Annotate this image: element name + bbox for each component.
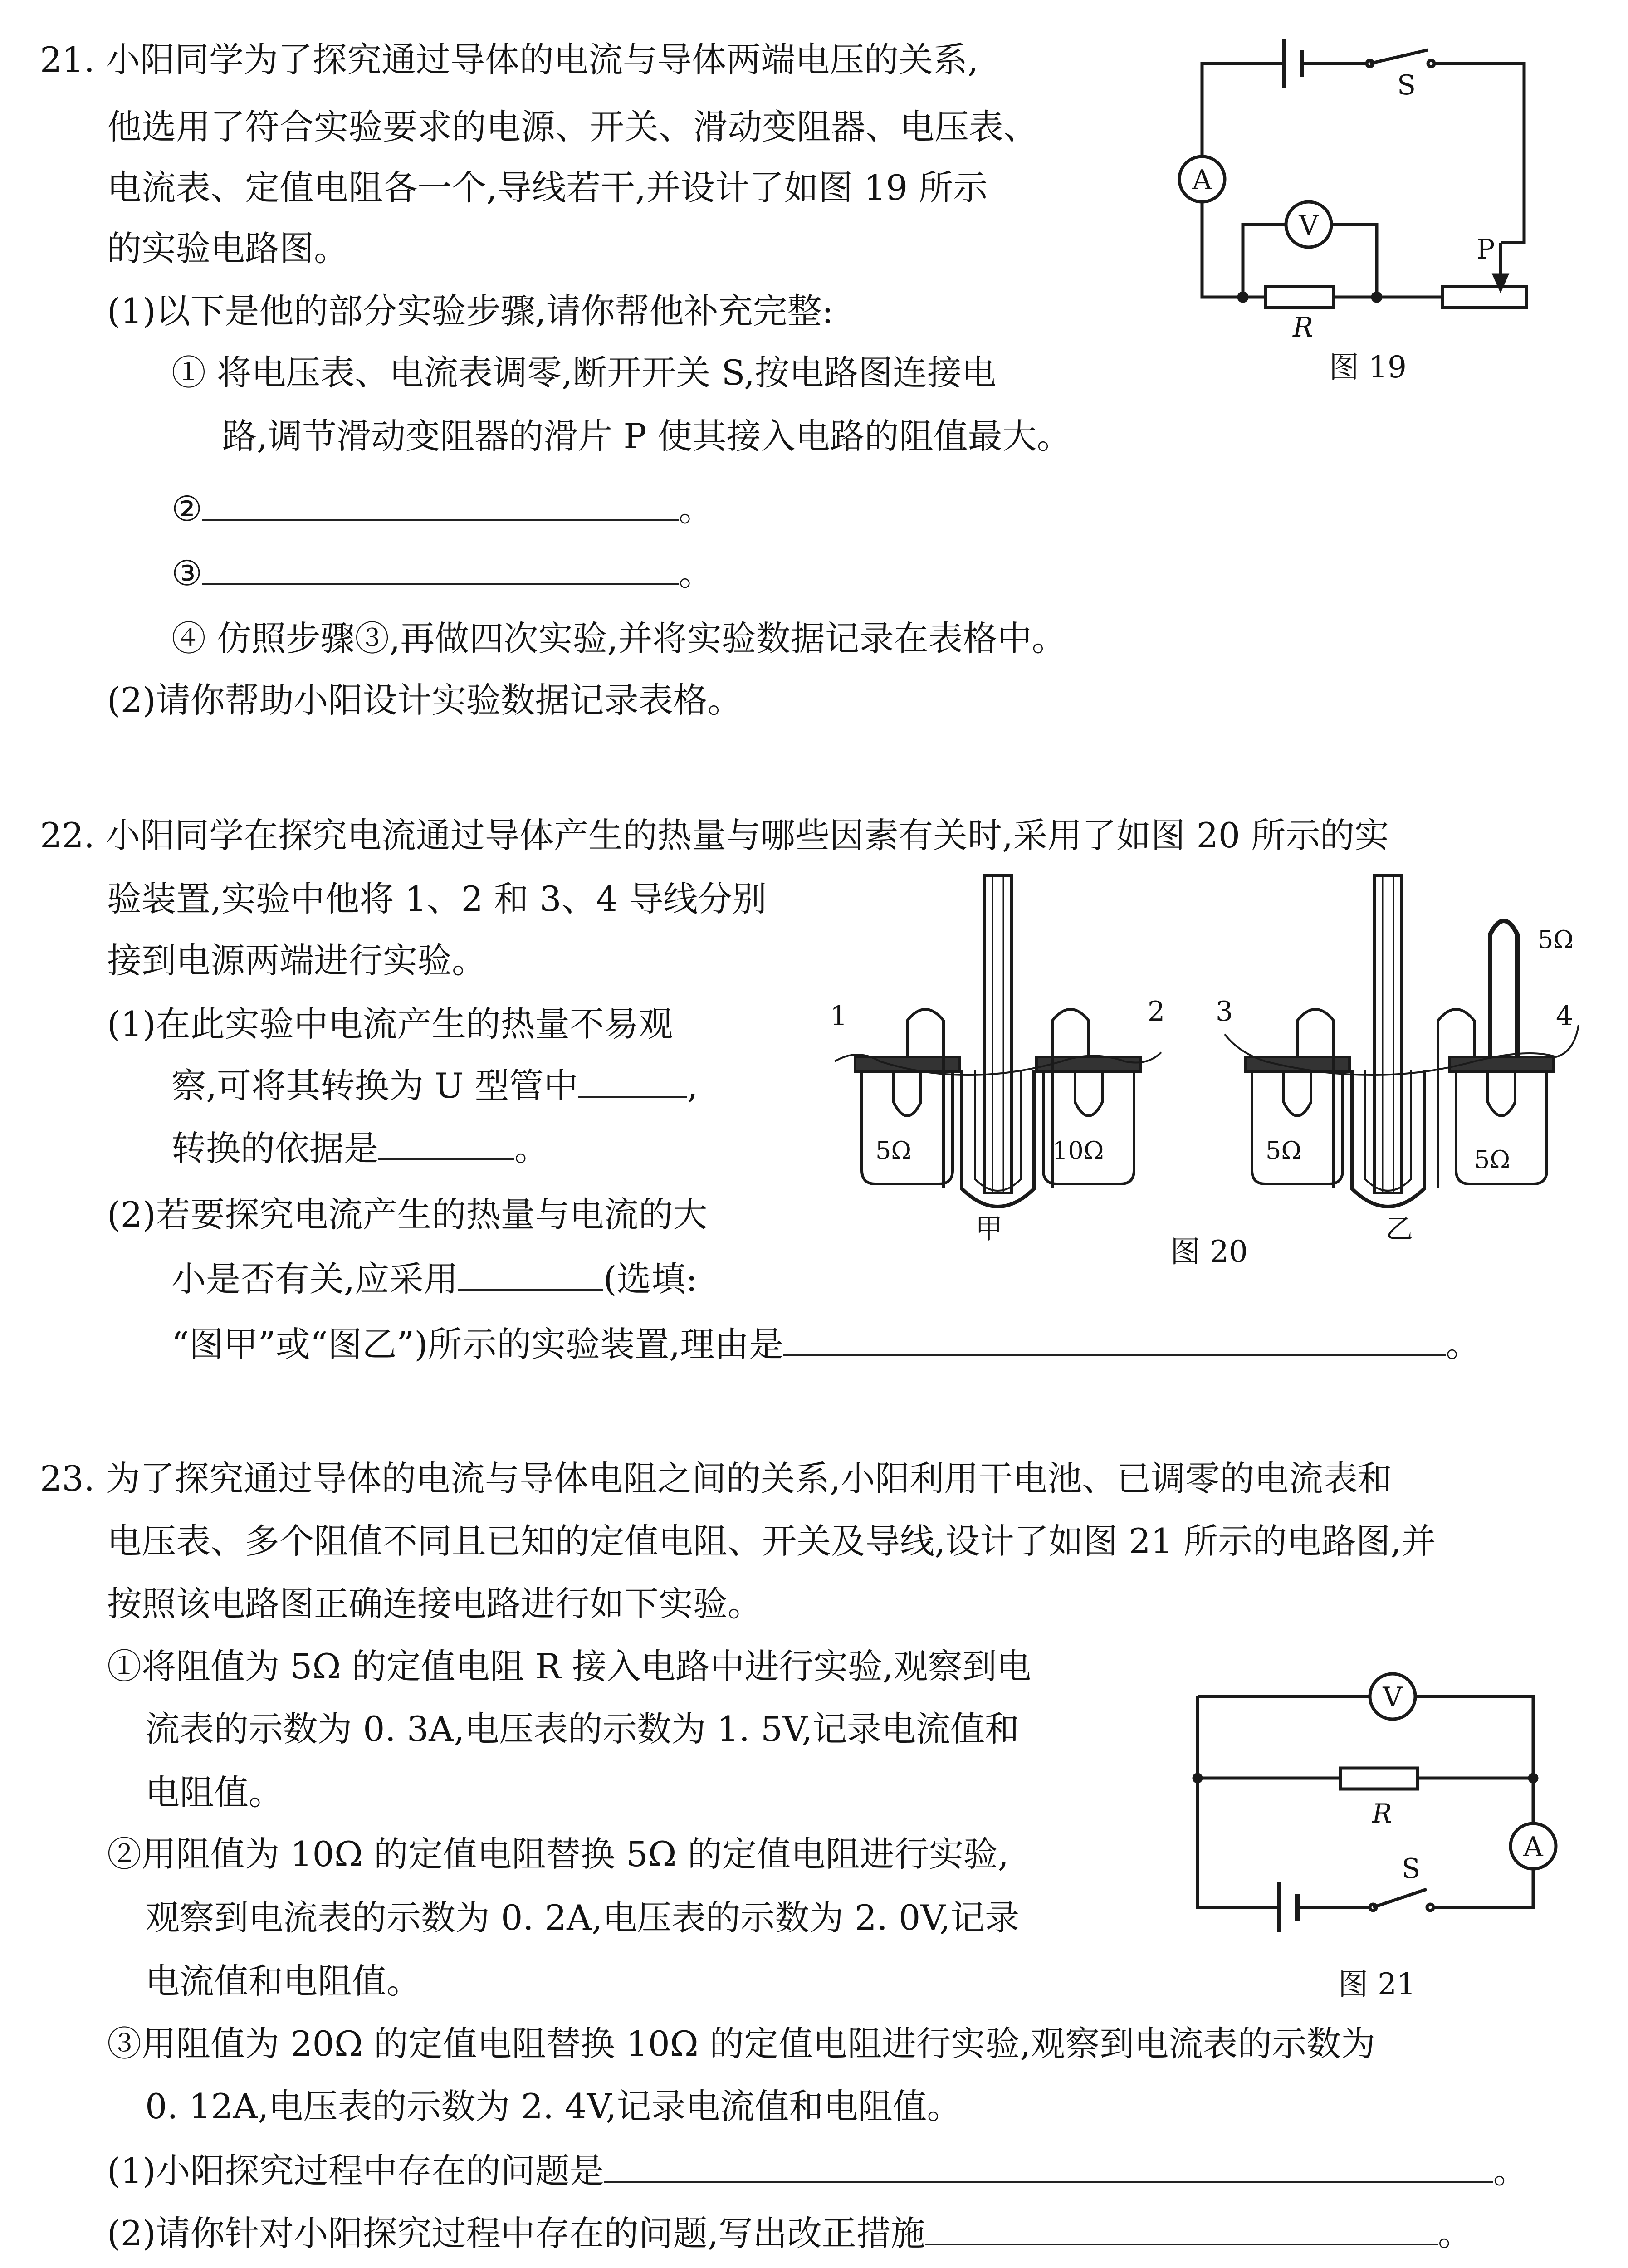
q23-step3b: 0. 12A,电压表的示数为 2. 4V,记录电流值和电阻值。 — [145, 2086, 962, 2126]
figure-20-caption: 图 20 — [1170, 1234, 1248, 1269]
label-10ohm-jia: 10Ω — [1052, 1136, 1104, 1165]
q22-blank-reason[interactable] — [783, 1321, 1446, 1356]
q22-blank-utube[interactable] — [578, 1062, 687, 1098]
q23-step1b: 流表的示数为 0. 3A,电压表的示数为 1. 5V,记录电流值和 — [145, 1709, 1020, 1749]
u-tube-inner-yi — [1365, 1070, 1411, 1191]
wire — [1198, 1696, 1279, 1907]
q22-part1c — [171, 1125, 549, 1171]
label-5ohm-yi-right: 5Ω — [1474, 1145, 1511, 1174]
resistor-R-icon — [1340, 1768, 1418, 1789]
q21-line1: 21. 小阳同学为了探究通过导体的电流与导体两端电压的关系, — [40, 39, 979, 80]
u-tube-yi — [1352, 1070, 1424, 1207]
heating-coil-right-yi — [1488, 1071, 1515, 1116]
q22-part2c-text: “图甲”或“图乙”)所示的实验装置,理由是 — [171, 1324, 784, 1364]
figure-20-apparatus — [830, 875, 1601, 1245]
figure-19-circuit — [1179, 32, 1542, 343]
q21-step2-period: 。 — [679, 489, 714, 529]
q23-line3: 按照该电路图正确连接电路进行如下实验。 — [107, 1584, 762, 1624]
q21-step1b: 路,调节滑动变阻器的滑片 P 使其接入电路的阻值最大。 — [222, 416, 1071, 456]
q23-step1c: 电阻值。 — [145, 1772, 283, 1813]
q21-line4: 的实验电路图。 — [107, 228, 348, 269]
junction-dot — [1194, 1774, 1201, 1782]
wire — [1434, 64, 1524, 243]
switch-blade-icon — [1370, 50, 1428, 64]
switch-contact-icon — [1428, 60, 1434, 67]
q22-part2b — [171, 1256, 697, 1302]
q22-line1: 22. 小阳同学在探究电流通过导体产生的热量与哪些因素有关时,采用了如图 20 所示的实 — [40, 815, 1389, 855]
junction-dot — [1373, 293, 1381, 301]
q21-step3-period: 。 — [679, 553, 714, 593]
q21-line2: 他选用了符合实验要求的电源、开关、滑动变阻器、电压表、 — [107, 107, 1038, 147]
label-5ohm-jia: 5Ω — [875, 1136, 912, 1165]
label-4: 4 — [1556, 1000, 1574, 1032]
voltmeter-label: V — [1299, 210, 1319, 241]
q22-line2: 验装置,实验中他将 1、2 和 3、4 导线分别 — [107, 879, 767, 919]
resistor-label: R — [1293, 312, 1314, 343]
q21-part1: (1)以下是他的部分实验步骤,请你帮他补充完整: — [107, 291, 834, 331]
q22-comma: , — [687, 1066, 698, 1106]
figure-21-caption: 图 21 — [1338, 1967, 1416, 2002]
junction-dot — [1239, 293, 1247, 301]
label-3: 3 — [1216, 996, 1233, 1027]
q21-step2-blank[interactable] — [202, 485, 679, 521]
connect-tube-left-yi — [1297, 1009, 1334, 1188]
voltmeter-label: V — [1383, 1681, 1403, 1713]
q23-line2: 电压表、多个阻值不同且已知的定值电阻、开关及导线,设计了如图 21 所示的电路图,并 — [107, 1521, 1436, 1561]
connect-tube-left — [907, 1009, 944, 1188]
q21-step1a: ① 将电压表、电流表调零,断开开关 S,按电路图连接电 — [171, 352, 996, 393]
q22-line3: 接到电源两端进行实验。 — [107, 940, 486, 981]
q22-part1b-text: 察,可将其转换为 U 型管中 — [171, 1066, 578, 1106]
switch-blade-icon — [1373, 1889, 1427, 1907]
wire — [1202, 64, 1284, 156]
q21-step2-label: ② — [171, 489, 203, 529]
apparatus-jia — [830, 875, 1165, 1245]
switch-contact-icon — [1427, 1904, 1433, 1911]
q23-part1-period: 。 — [1493, 2151, 1528, 2191]
q22-blank-basis[interactable] — [378, 1125, 514, 1160]
q23-line1: 23. 为了探究通过导体的电流与导体电阻之间的关系,小阳利用干电池、已调零的电流表和 — [40, 1458, 1393, 1499]
q23-blank-fix[interactable] — [925, 2210, 1438, 2245]
container-left — [862, 1070, 953, 1184]
q23-part1 — [107, 2147, 1528, 2194]
heating-coil-right — [1075, 1071, 1102, 1116]
container-left-yi — [1252, 1070, 1343, 1184]
label-jia: 甲 — [975, 1213, 1002, 1245]
scale-board-yi — [1374, 875, 1402, 1193]
q22-part1c-text: 转换的依据是 — [171, 1128, 378, 1168]
q21-step4: ④ 仿照步骤③,再做四次实验,并将实验数据记录在表格中。 — [171, 618, 1066, 659]
q22-part1c-period: 。 — [514, 1128, 549, 1168]
label-5ohm-external: 5Ω — [1538, 925, 1574, 954]
figure-19-caption: 图 19 — [1329, 350, 1407, 385]
q23-step3a: ③用阻值为 20Ω 的定值电阻替换 10Ω 的定值电阻进行实验,观察到电流表的示数为 — [107, 2024, 1376, 2064]
resistor-R-icon — [1266, 287, 1334, 308]
q21-step3-blank[interactable] — [202, 550, 679, 585]
wire — [1202, 202, 1243, 297]
q23-part2-period: 。 — [1437, 2213, 1472, 2253]
heating-coil-left — [894, 1071, 921, 1116]
wire — [1415, 1696, 1533, 1823]
heating-coil-left-yi — [1284, 1071, 1311, 1116]
label-1: 1 — [830, 1000, 848, 1032]
q23-part2 — [107, 2210, 1472, 2256]
q21-step3-label: ③ — [171, 553, 203, 593]
u-tube-inner-jia — [975, 1070, 1021, 1191]
q22-part1a: (1)在此实验中电流产生的热量不易观 — [107, 1004, 673, 1044]
apparatus-yi — [1216, 875, 1579, 1245]
q23-step2c: 电流值和电阻值。 — [145, 1961, 421, 2001]
label-5ohm-yi-left: 5Ω — [1266, 1136, 1302, 1165]
q22-part2c-period: 。 — [1446, 1324, 1481, 1364]
q21-part2: (2)请你帮助小阳设计实验数据记录表格。 — [107, 680, 742, 720]
q21-step3 — [171, 550, 713, 596]
ammeter-label: A — [1192, 164, 1212, 196]
u-tube-jia — [962, 1070, 1034, 1207]
external-resistor-yi — [1490, 921, 1517, 1057]
q21-line3: 电流表、定值电阻各一个,导线若干,并设计了如图 19 所示 — [107, 167, 988, 208]
q23-step2b: 观察到电流表的示数为 0. 2A,电压表的示数为 2. 0V,记录 — [145, 1897, 1020, 1938]
q23-step2a: ②用阻值为 10Ω 的定值电阻替换 5Ω 的定值电阻进行实验, — [107, 1834, 1009, 1874]
figure-21-circuit — [1198, 1660, 1569, 1932]
container-right — [1043, 1070, 1134, 1184]
rheostat-icon — [1442, 287, 1526, 308]
slider-label: P — [1476, 234, 1495, 265]
q22-part2a: (2)若要探究电流产生的热量与电流的大 — [107, 1194, 708, 1235]
junction-dot — [1530, 1774, 1537, 1782]
q22-part2c — [171, 1321, 1480, 1367]
wire — [1331, 225, 1377, 297]
switch-label: S — [1402, 1853, 1421, 1885]
label-2: 2 — [1148, 996, 1165, 1027]
label-yi: 乙 — [1386, 1213, 1413, 1245]
q22-part2b-tail: (选填: — [603, 1259, 698, 1299]
q23-blank-problem[interactable] — [604, 2147, 1493, 2183]
switch-label: S — [1397, 69, 1416, 101]
q22-part2b-text: 小是否有关,应采用 — [171, 1259, 459, 1299]
q21-step2 — [171, 485, 713, 532]
q22-part1b — [171, 1062, 698, 1109]
q22-blank-figure[interactable] — [458, 1256, 603, 1291]
q23-step1a: ①将阻值为 5Ω 的定值电阻 R 接入电路中进行实验,观察到电 — [107, 1646, 1032, 1686]
q23-part1-text: (1)小阳探究过程中存在的问题是 — [107, 2151, 604, 2191]
scale-board-jia — [984, 875, 1012, 1193]
q23-part2-text: (2)请你针对小阳探究过程中存在的问题,写出改正措施 — [107, 2213, 925, 2253]
resistor-label: R — [1372, 1798, 1392, 1829]
ammeter-label: A — [1523, 1831, 1543, 1863]
wire — [1433, 1869, 1533, 1907]
